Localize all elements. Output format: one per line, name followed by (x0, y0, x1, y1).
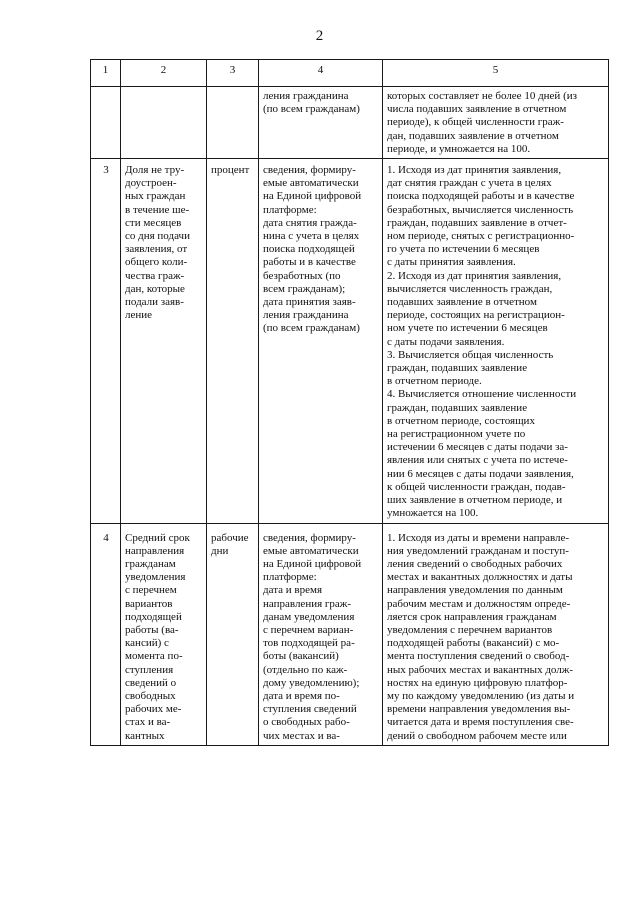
indicator-name-line: заявления, от (125, 243, 188, 256)
calculation-method-line: вычисляется численность граждан, (387, 282, 553, 295)
calculation-method-line: читается дата и время поступления све- (387, 716, 574, 729)
data-source-line: (по всем гражданам) (263, 103, 360, 116)
column-header-4: 4 (259, 60, 383, 87)
unit-line: дни (211, 544, 229, 557)
data-source-line: дата и время по- (263, 689, 340, 702)
indicator-name-line: стах и ва- (125, 716, 171, 729)
calculation-method-line: му по каждому уведомлению (из даты и (387, 689, 575, 702)
calculation-method-line: уведомления с перечнем вариантов (387, 623, 553, 636)
calculation-method-line: рабочим местам и должностям опреде- (387, 597, 571, 610)
calculation-method-line: времени направления уведомления вы- (387, 703, 571, 716)
unit-cell (207, 523, 259, 745)
calculation-method-line: го учета по истечении 6 месяцев (387, 243, 540, 256)
data-source-line: дому уведомлению); (263, 676, 360, 689)
indicator-name-line: сведений о (125, 676, 177, 689)
data-source-cell (259, 523, 383, 745)
data-source-line: безработных (по (263, 269, 341, 282)
calculation-method-line: граждан, подавших заявление (387, 362, 528, 375)
data-source-line: дата снятия гражда- (263, 216, 357, 229)
indicator-name-line: гражданам (125, 557, 176, 570)
data-source-line: (отдельно по каж- (263, 663, 348, 676)
data-source-line: боты (вакансий) (263, 650, 339, 663)
indicator-name-line: с перечнем (125, 584, 177, 597)
data-source-line: ления гражданина (263, 90, 349, 102)
calculation-method-line: мента поступления сведений о свобод- (387, 650, 570, 663)
indicator-name-line: Доля не тру- (125, 164, 185, 177)
calculation-method-line: которых составляет не более 10 дней (из (387, 90, 577, 102)
unit-cell (207, 159, 259, 523)
data-source-line: данам уведомления (263, 610, 355, 623)
calculation-method-line: явления или снятых с учета по истече- (387, 454, 568, 467)
data-source-line: емые автоматически (263, 177, 359, 190)
calculation-method-line: с даты подачи заявления. (387, 335, 505, 348)
calculation-method-line: граждан, подавших заявление в отчет- (387, 216, 567, 229)
calculation-method-line: ном учете по истечении 6 месяцев (387, 322, 548, 335)
column-header-2: 2 (121, 60, 207, 87)
data-source-line: ления гражданина (263, 309, 349, 322)
data-source-line: дата принятия заяв- (263, 296, 356, 309)
calculation-method-line: 4. Вычисляется отношение численности (387, 388, 577, 401)
calculation-method-line: 1. Исходя из дат принятия заявления, (387, 164, 562, 177)
calculation-method-line: на регистрационном учете по (387, 428, 526, 441)
indicator-name-line: со дня подачи (125, 230, 190, 243)
data-source-line: сведения, формиру- (263, 164, 356, 177)
indicator-name-line: чества граж- (125, 269, 185, 282)
indicator-name-line: кансий) с (125, 637, 169, 650)
indicator-name-cell (121, 523, 207, 745)
calculation-method-line: поиска подходящей работы и в качестве (387, 190, 575, 203)
calculation-method-cell (383, 523, 609, 745)
data-source-line: направления граж- (263, 597, 352, 610)
calculation-method-line: подавших заявление в отчетном (387, 296, 537, 309)
calculation-method-line: ностях на единую цифровую платфор- (387, 676, 568, 689)
calculation-method-line: периоде, состоящих на регистрацион- (387, 309, 565, 322)
data-source-line: с перечнем вариан- (263, 623, 354, 636)
data-source-line: нина с учета в целях (263, 230, 360, 243)
column-header-3: 3 (207, 60, 259, 87)
calculation-method-line: истечении 6 месяцев с даты подачи за- (387, 441, 568, 454)
calculation-method-line: подходящей работы (вакансий) с мо- (387, 637, 560, 650)
indicator-name-line: уведомления (125, 571, 186, 584)
indicator-name-line: кантных (125, 729, 165, 742)
data-source-line: платформе: (263, 571, 317, 584)
data-source-line: тов подходящей ра- (263, 637, 355, 650)
data-source-line: платформе: (263, 203, 317, 216)
indicator-name-line: свободных (125, 689, 176, 702)
unit-line: процент (211, 164, 250, 177)
table-row (91, 87, 609, 159)
data-source-line: чих местах и ва- (263, 729, 340, 742)
table-header-row (91, 60, 609, 87)
calculation-method-line: 3. Вычисляется общая численность (387, 348, 554, 361)
calculation-method-line: ния уведомлений гражданам и поступ- (387, 544, 569, 557)
calculation-method-line: ном периоде, снятых с регистрационно- (387, 230, 575, 243)
indicator-name-line: рабочих ме- (125, 703, 182, 716)
calculation-method-line: с даты принятия заявления. (387, 256, 516, 269)
calculation-method-line: дат снятия граждан с учета в целях (387, 177, 552, 190)
calculation-method-line: дений о свободном рабочем месте или (387, 729, 567, 742)
data-source-line: емые автоматически (263, 544, 359, 557)
unit-cell (207, 87, 259, 159)
indicator-name-cell (121, 159, 207, 523)
data-source-cell (259, 87, 383, 159)
data-source-line: сведения, формиру- (263, 531, 356, 544)
calculation-method-line: умножается на 100. (387, 507, 479, 520)
calculation-method-line: безработных, вычисляется численность (387, 203, 574, 216)
calculation-method-line: 2. Исходя из дат принятия заявления, (387, 269, 562, 282)
row-number-cell: 3 (91, 159, 121, 523)
data-source-line: о свободных рабо- (263, 716, 350, 729)
data-source-cell (259, 159, 383, 523)
calculation-method-line: периоде, и умножается на 100. (387, 142, 531, 155)
indicator-name-cell (121, 87, 207, 159)
data-source-line: на Единой цифровой (263, 557, 362, 570)
calculation-method-line: периоде), к общей численности граж- (387, 116, 564, 129)
indicator-name-line: в течение ше- (125, 203, 190, 216)
indicator-name-line: дан, которые (125, 282, 185, 295)
indicator-name-line: направления (125, 544, 185, 557)
indicator-name-line: подали заяв- (125, 296, 184, 309)
page-number: 2 (315, 28, 324, 44)
table-row (91, 523, 609, 745)
calculation-method-line: к общей численности граждан, подав- (387, 480, 566, 493)
indicator-name-line: доустроен- (125, 177, 177, 190)
data-source-line: на Единой цифровой (263, 190, 362, 203)
calculation-method-cell (383, 87, 609, 159)
data-source-line: поиска подходящей (263, 243, 355, 256)
indicator-name-line: вариантов (125, 597, 173, 610)
calculation-method-line: ших заявление в отчетном периоде, и (387, 494, 563, 507)
calculation-method-line: ных рабочих местах и вакантных долж- (387, 663, 574, 676)
table-row (91, 159, 609, 523)
row-number-cell: 4 (91, 523, 121, 745)
calculation-method-line: в отчетном периоде. (387, 375, 482, 388)
indicator-name-line: момента по- (125, 650, 183, 663)
indicator-name-line: работы (ва- (125, 623, 179, 636)
data-source-line: дата и время (263, 584, 323, 597)
indicators-table (90, 59, 609, 746)
calculation-method-line: ления сведений о свободных рабочих (387, 557, 563, 570)
calculation-method-line: числа подавших заявление в отчетном (387, 103, 567, 116)
indicator-name-line: ступления (125, 663, 174, 676)
indicator-name-line: ных граждан (125, 190, 186, 203)
calculation-method-line: граждан, подавших заявление (387, 401, 528, 414)
calculation-method-line: в отчетном периоде, состоящих (387, 414, 535, 427)
indicator-name-line: общего коли- (125, 256, 188, 269)
indicator-name-line: сти месяцев (125, 216, 182, 229)
data-source-line: всем гражданам); (263, 282, 346, 295)
calculation-method-cell (383, 159, 609, 523)
column-header-5: 5 (383, 60, 609, 87)
data-source-line: работы и в качестве (263, 256, 356, 269)
indicator-name-line: Средний срок (125, 531, 190, 544)
calculation-method-line: направления уведомления по данным (387, 584, 563, 597)
calculation-method-line: дан, подавших заявление в отчетном (387, 129, 559, 142)
unit-line: рабочие (211, 531, 249, 544)
indicator-name-line: ление (125, 309, 153, 322)
calculation-method-line: нии 6 месяцев с даты подачи заявления, (387, 467, 574, 480)
table-body (91, 87, 609, 746)
data-source-line: ступления сведений (263, 703, 357, 716)
calculation-method-line: ляется срок направления гражданам (387, 610, 557, 623)
calculation-method-line: местах и вакантных должностях и даты (387, 571, 573, 584)
column-header-1: 1 (91, 60, 121, 87)
data-source-line: (по всем гражданам) (263, 322, 360, 335)
row-number-cell (91, 87, 121, 159)
indicator-name-line: подходящей (125, 610, 182, 623)
calculation-method-line: 1. Исходя из даты и времени направле- (387, 531, 570, 544)
